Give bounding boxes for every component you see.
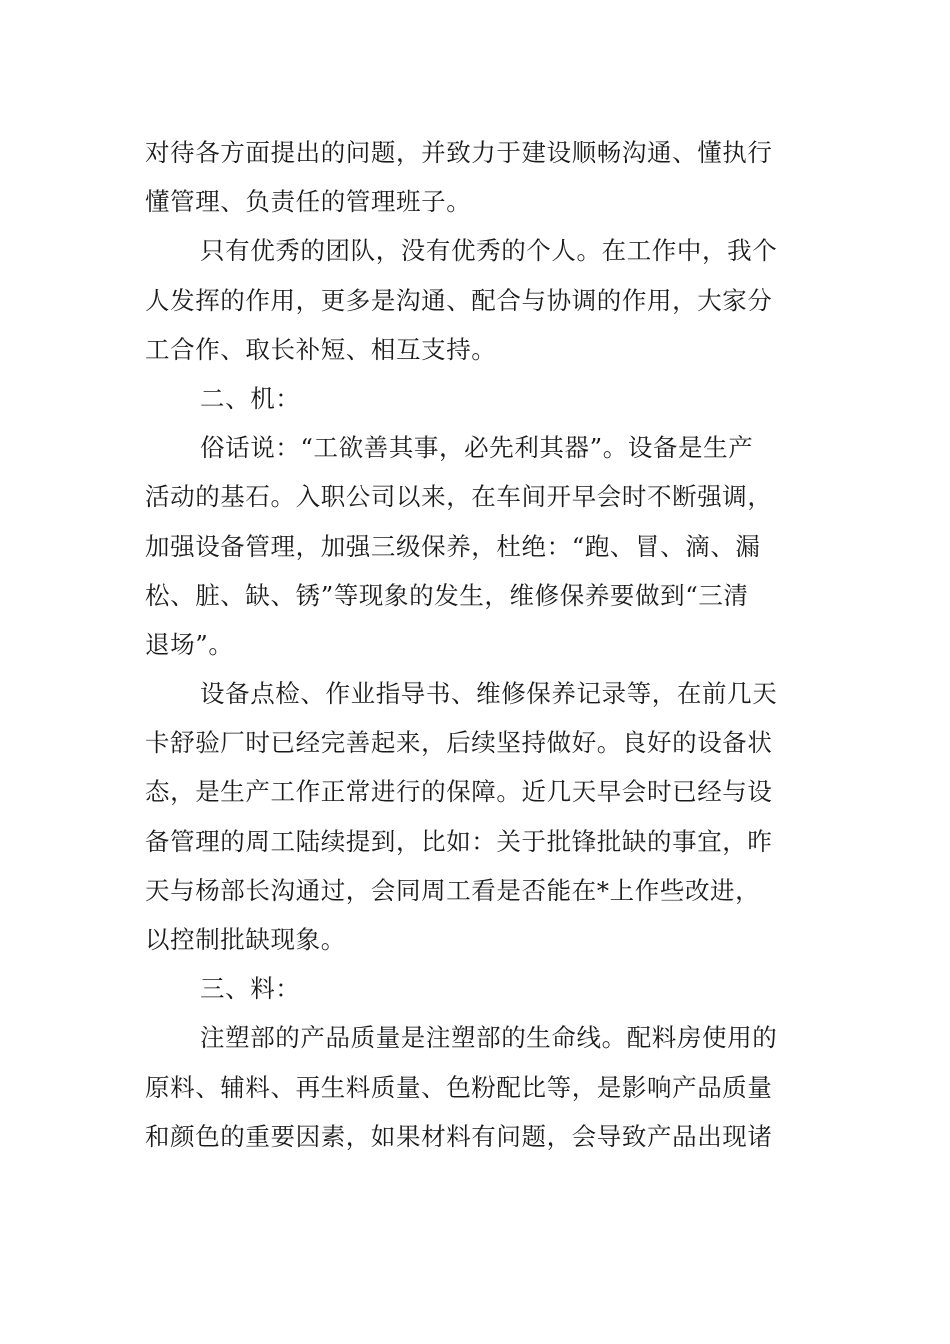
text-line: 以控制批缺现象。 [145,925,346,954]
text-line: 加强设备管理，加强三级保养，杜绝：“跑、冒、滴、漏 [145,531,761,561]
text-line: 卡舒验厂时已经完善起来，后续坚持做好。良好的设备状 [145,728,773,758]
paragraph-start-line: 俗话说：“工欲善其事，必先利其器”。设备是生产 [200,433,754,463]
text-line: 备管理的周工陆续提到，比如：关于批锋批缺的事宜，昨 [145,826,773,856]
text-line: 对待各方面提出的问题，并致力于建设顺畅沟通、懂执行 [145,138,773,167]
text-line: 退场”。 [145,629,234,659]
section-heading: 三、料： [200,974,301,1004]
paragraph-start-line: 设备点检、作业指导书、维修保养记录等，在前几天 [200,679,778,709]
text-line: 工合作、取长补短、相互支持。 [145,334,497,364]
text-line: 人发挥的作用，更多是沟通、配合与协调的作用，大家分 [145,285,773,315]
text-line: 松、脏、缺、锈”等现象的发生，维修保养要做到“三清 [145,580,749,610]
text-line: 和颜色的重要因素，如果材料有问题，会导致产品出现诸 [145,1121,773,1151]
text-line: 天与杨部长沟通过，会同周工看是否能在*上作些改进， [145,875,761,905]
text-line: 懂管理、负责任的管理班子。 [145,187,472,217]
section-heading: 二、机： [200,383,301,413]
paragraph-start-line: 注塑部的产品质量是注塑部的生命线。配料房使用的 [200,1023,778,1053]
text-line: 活动的基石。入职公司以来，在车间开早会时不断强调， [145,482,773,512]
text-line: 原料、辅料、再生料质量、色粉配比等，是影响产品质量 [145,1072,773,1102]
document-body [145,128,795,1161]
text-line: 态，是生产工作正常进行的保障。近几天早会时已经与设 [145,777,773,807]
paragraph-start-line: 只有优秀的团队，没有优秀的个人。在工作中，我个 [200,236,778,266]
